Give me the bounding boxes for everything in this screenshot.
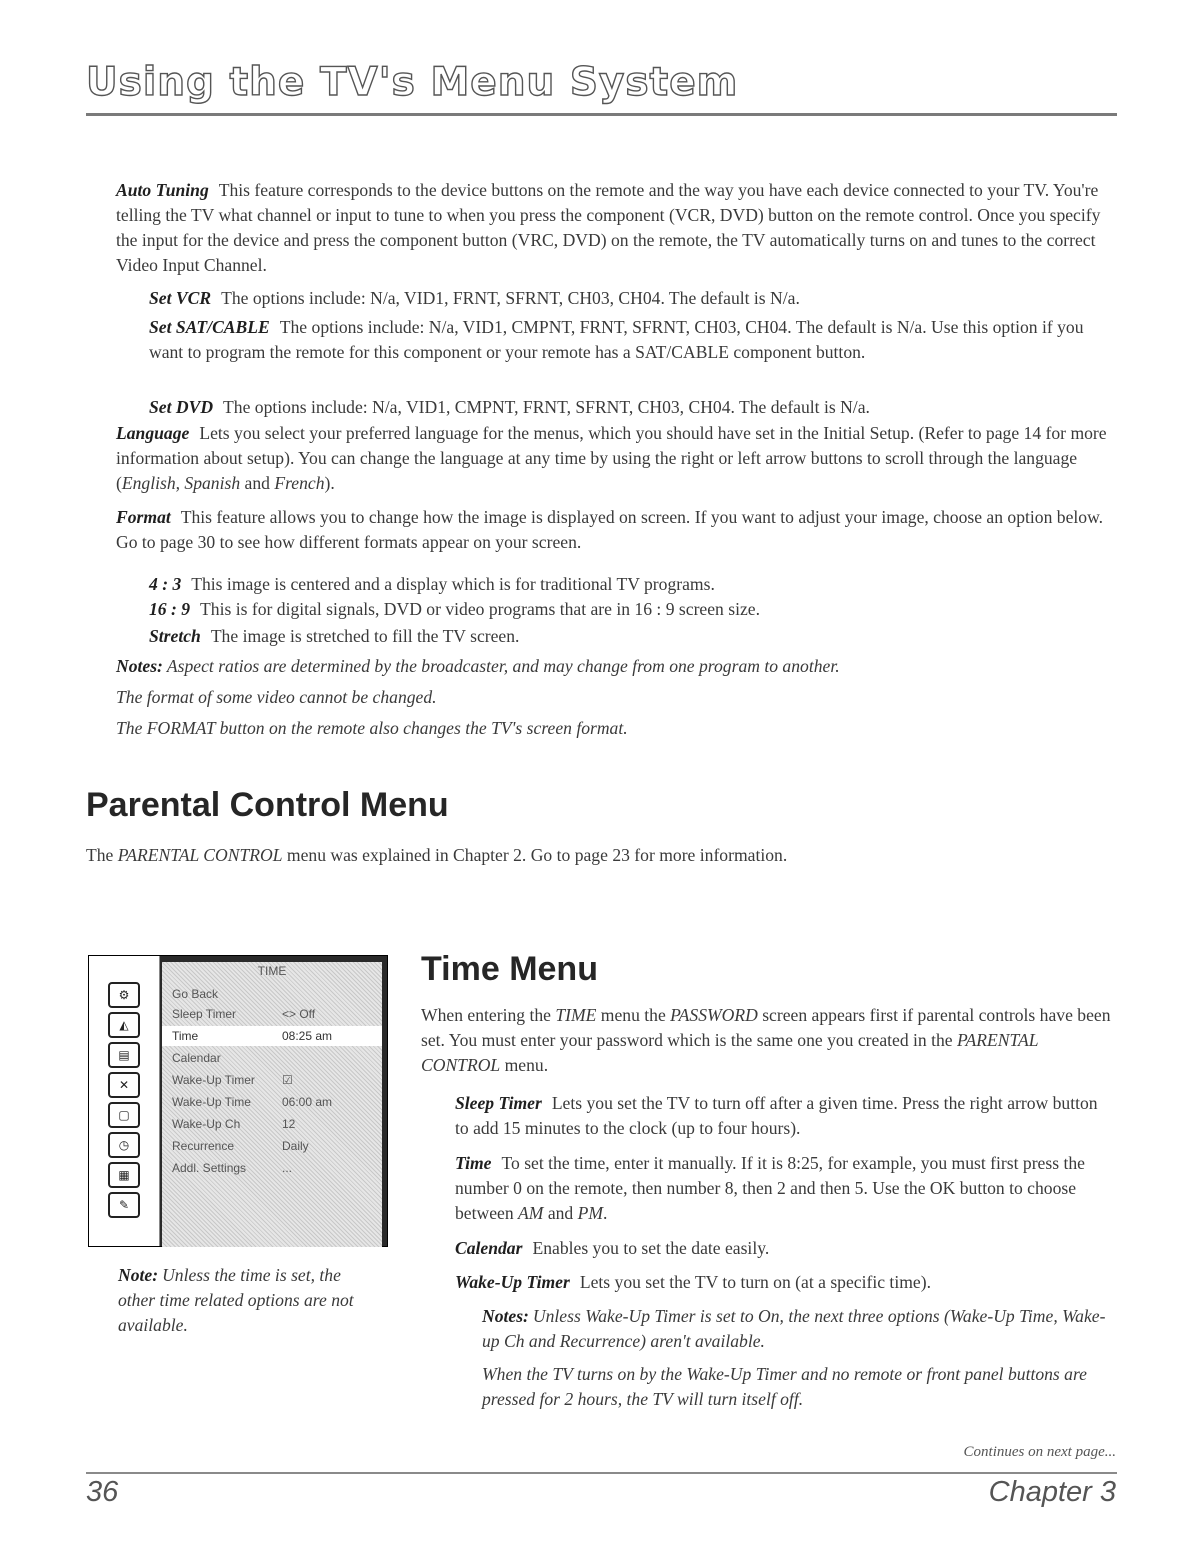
format-notes xyxy=(116,654,1116,741)
format-note-line-1 xyxy=(116,654,1116,679)
format-paragraph xyxy=(116,505,1116,555)
footer-rule xyxy=(86,1472,1117,1474)
set-sat-term: Set SAT/CABLE xyxy=(149,317,270,337)
time-text: To set the time, enter it manually. If it is 8:25, for example, you must first press the number 0 on the remote, then number 8, then 2 and then 5. Use the OK button to choose between xyxy=(455,1153,1085,1223)
parental-menu-name: PARENTAL CONTROL xyxy=(117,845,283,865)
password-screen-name: PASSWORD xyxy=(670,1005,758,1025)
language-and: and xyxy=(240,473,275,493)
calendar-icon: ▦ xyxy=(108,1162,140,1188)
format-169-text: This is for digital signals, DVD or video programs that are in 16 : 9 screen size. xyxy=(200,599,760,619)
image-note-term: Note: xyxy=(118,1265,159,1285)
wake-up-timer-paragraph xyxy=(455,1270,1105,1295)
parental-post: menu was explained in Chapter 2. Go to page 23 for more information. xyxy=(282,845,788,865)
tv-menu-item-calendar: Calendar xyxy=(172,1051,221,1065)
format-note-2: The format of some video cannot be changed. xyxy=(116,687,437,707)
format-note-3: The FORMAT button on the remote also changes the TV's screen format. xyxy=(116,718,628,738)
set-sat-paragraph xyxy=(149,315,1104,365)
format-term: Format xyxy=(116,507,171,527)
set-vcr-text: The options include: N/a, VID1, FRNT, SFRNT, CH03, CH04. The default is N/a. xyxy=(221,288,800,308)
calendar-term: Calendar xyxy=(455,1238,523,1258)
tv-menu-title: TIME xyxy=(257,964,287,978)
audio-icon: ◭ xyxy=(108,1012,140,1038)
auto-tuning-paragraph xyxy=(116,178,1116,278)
parental-control-name: PARENTAL CONTROL xyxy=(421,1030,1039,1075)
wake-up-timer-text: Lets you set the TV to turn on (at a specific time). xyxy=(579,1272,931,1292)
time-icon: ◷ xyxy=(108,1132,140,1158)
stretch-paragraph xyxy=(149,624,1109,649)
wake-up-timer-term: Wake-Up Timer xyxy=(455,1272,570,1292)
set-vcr-paragraph xyxy=(149,286,1109,311)
calendar-paragraph xyxy=(455,1236,1105,1261)
parental-pre: The xyxy=(86,845,118,865)
tv-menu-item-wake-up-ch: Wake-Up Ch 12 xyxy=(172,1117,296,1131)
time-notes-term: Notes: xyxy=(482,1306,529,1326)
time-menu-heading: Time Menu xyxy=(421,950,598,988)
tv-icon-sidebar xyxy=(89,956,160,1246)
parental-control-paragraph xyxy=(86,843,1086,868)
setup-icon: ⚙ xyxy=(108,982,140,1008)
picture-icon: ▤ xyxy=(108,1042,140,1068)
sleep-timer-text: Lets you set the TV to turn off after a given time. Press the right arrow button to add 15 minutes to the clock (up to four hours). xyxy=(455,1093,1098,1138)
stretch-term: Stretch xyxy=(149,626,201,646)
calendar-text: Enables you to set the date easily. xyxy=(532,1238,770,1258)
format-43-text: This image is centered and a display which is for traditional TV programs. xyxy=(191,574,715,594)
format-text: This feature allows you to change how the image is displayed on screen. If you want to adjust your image, choose an option below. Go to page 30 to see how different formats appear on your screen. xyxy=(116,507,1104,552)
format-note-1: Aspect ratios are determined by the broadcaster, and may change from one program to another. xyxy=(166,656,840,676)
parental-control-heading: Parental Control Menu xyxy=(86,786,449,824)
language-options: English, Spanish xyxy=(121,473,241,493)
language-end: ). xyxy=(324,473,335,493)
format-43-term: 4 : 3 xyxy=(149,574,182,594)
time-note-1: Notes: Unless Wake-Up Timer is set to On, the next three options (Wake-Up Time, Wake-up Ch and Recurrence) aren't available. xyxy=(482,1306,1106,1351)
header-rule xyxy=(86,113,1117,116)
page-header-title: Using the TV's Menu System xyxy=(86,60,739,105)
format-43-paragraph xyxy=(149,572,1109,597)
language-french: French xyxy=(274,473,325,493)
set-sat-text: The options include: N/a, VID1, CMPNT, FRNT, SFRNT, CH03, CH04. The default is N/a. Use this option if you want to program the remote for this component or your remote has a SAT/CABLE component button. xyxy=(149,317,1084,362)
auto-tuning-term: Auto Tuning xyxy=(116,180,209,200)
tv-menu-screenshot xyxy=(88,955,388,1247)
tv-menu-item-addl-settings: Addl. Settings ... xyxy=(172,1161,293,1175)
format-169-paragraph xyxy=(149,597,1109,622)
tv-time-menu xyxy=(162,962,382,1247)
tv-menu-item-wake-up-timer: Wake-Up Timer ☑ xyxy=(172,1073,293,1087)
chapter-label: Chapter 3 xyxy=(988,1476,1116,1508)
language-term: Language xyxy=(116,423,190,443)
set-dvd-text: The options include: N/a, VID1, CMPNT, FRNT, SFRNT, CH03, CH04. The default is N/a. xyxy=(223,397,870,417)
time-note-2: When the TV turns on by the Wake-Up Timer and no remote or front panel buttons are pressed for 2 hours, the TV will turn itself off. xyxy=(482,1364,1087,1409)
set-dvd-term: Set DVD xyxy=(149,397,214,417)
continues-note: Continues on next page... xyxy=(963,1444,1116,1460)
language-text: Lets you select your preferred language for the menus, which you should have set in the Initial Setup. (Refer to page 14 for more information about setup). You can change the language at any time by using the right or left arrow buttons to scroll through the language ( xyxy=(116,423,1107,493)
page-number: 36 xyxy=(86,1476,119,1508)
stretch-text: The image is stretched to fill the TV screen. xyxy=(210,626,520,646)
time-menu-intro: When entering the TIME menu the PASSWORD screen appears first if parental controls have been set. You must enter your password which is the same one you created in the PARENTAL CONTROL menu. xyxy=(421,1005,1111,1075)
time-paragraph: Time To set the time, enter it manually. If it is 8:25, for example, you must first press the number 0 on the remote, then number 8, then 2 and then 5. Use the OK button to choose between AM and PM. xyxy=(455,1153,1085,1223)
edit-icon: ✎ xyxy=(108,1192,140,1218)
tv-menu-item-recurrence: Recurrence Daily xyxy=(172,1139,309,1153)
format-notes-term: Notes: xyxy=(116,656,163,676)
sleep-timer-term: Sleep Timer xyxy=(455,1093,542,1113)
tv-menu-item-wake-up-time: Wake-Up Time 06:00 am xyxy=(172,1095,333,1109)
parental-icon: ▢ xyxy=(108,1102,140,1128)
language-paragraph xyxy=(116,421,1121,496)
set-dvd-paragraph xyxy=(149,395,1109,420)
set-vcr-term: Set VCR xyxy=(149,288,212,308)
tv-menu-item-go-back: Go Back xyxy=(172,987,219,1001)
image-note-text: Unless the time is set, the other time related options are not available. xyxy=(118,1265,354,1335)
tv-menu-item-sleep-timer: Sleep Timer <> Off xyxy=(172,1007,316,1021)
sleep-timer-paragraph xyxy=(455,1091,1105,1141)
time-term: Time xyxy=(455,1153,492,1173)
time-menu-name: TIME xyxy=(555,1005,597,1025)
channel-icon: ✕ xyxy=(108,1072,140,1098)
format-169-term: 16 : 9 xyxy=(149,599,191,619)
auto-tuning-text: This feature corresponds to the device buttons on the remote and the way you have each device connected to your TV. You're telling the TV what channel or input to tune to when you press the component (VCR, DVD) button on the remote control. Once you specify the input for the device and press the component button (VRC, DVD) on the remote, the TV automatically turns on and tunes to the correct Video Input Channel. xyxy=(116,180,1101,275)
tv-menu-item-time: Time 08:25 am xyxy=(162,1026,382,1046)
time-menu-notes xyxy=(482,1304,1107,1412)
image-note xyxy=(118,1263,368,1338)
